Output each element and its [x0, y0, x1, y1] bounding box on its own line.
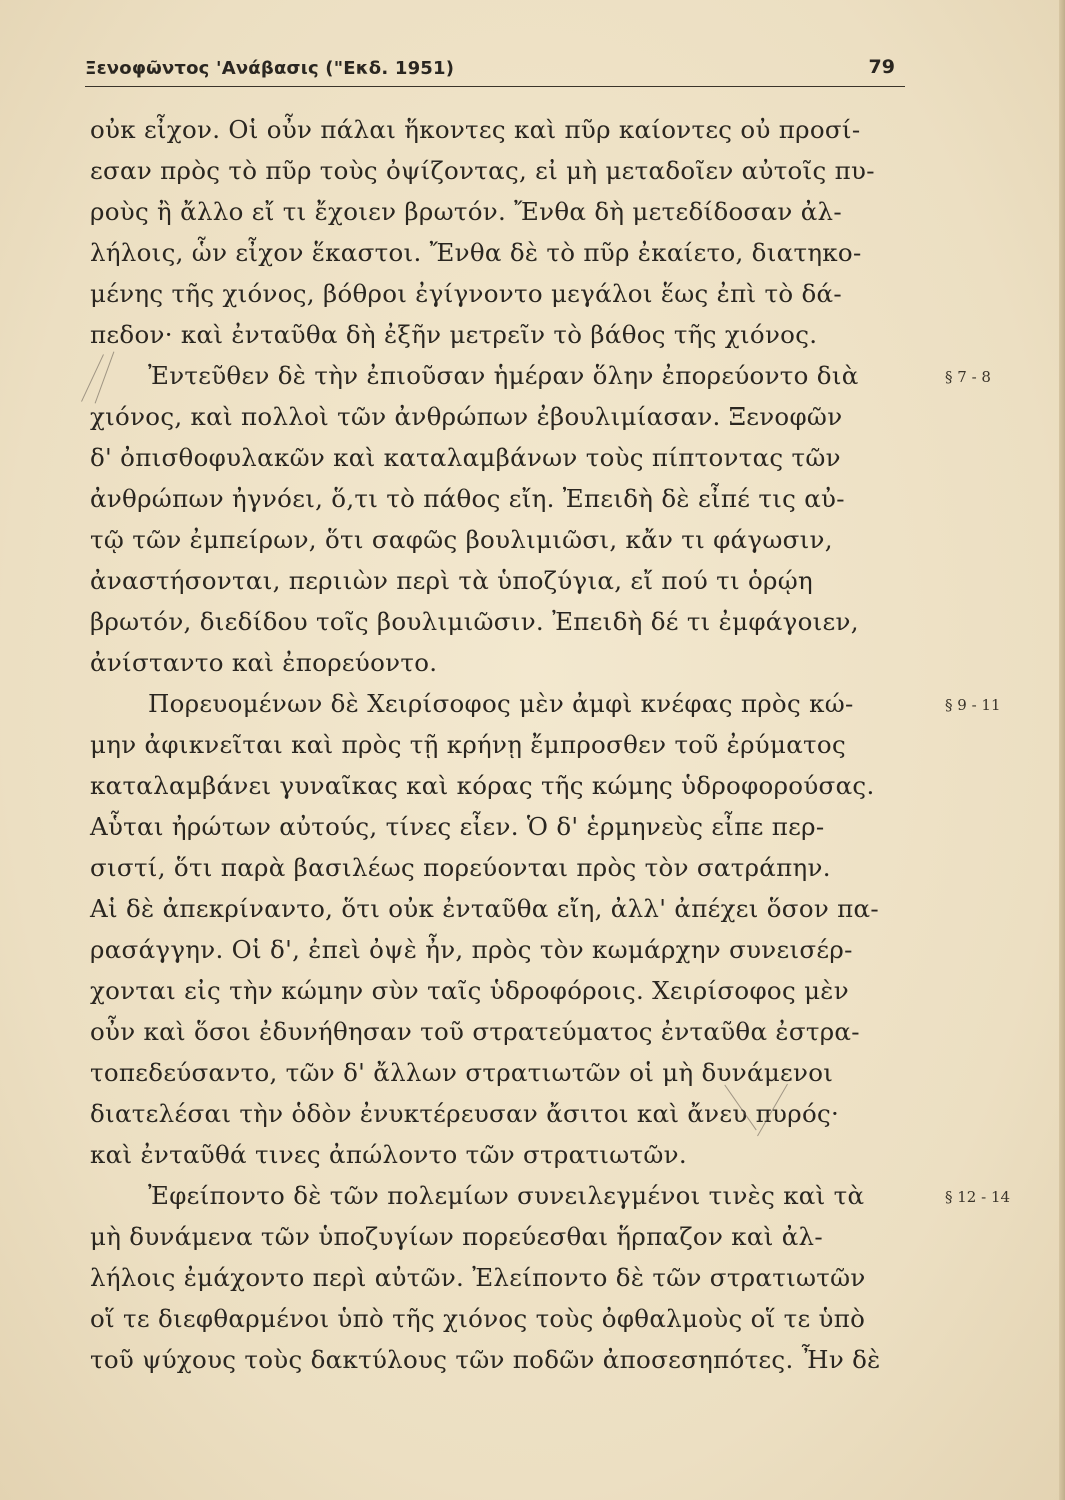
- running-head: Ξενοφῶντος 'Ανάβασις ("Εκδ. 1951): [85, 58, 455, 79]
- pencil-mark: [81, 354, 104, 402]
- page-edge: [1059, 0, 1065, 1500]
- text-line: δ' ὀπισθοφυλακῶν καὶ καταλαμβάνων τοὺς πίπτοντας τῶν: [90, 443, 841, 472]
- text-line: τοῦ ψύχους τοὺς δακτύλους τῶν ποδῶν ἀποσεσηπότες. Ἦν δὲ: [90, 1345, 881, 1374]
- text-line: μὴ δυνάμενα τῶν ὑποζυγίων πορεύεσθαι ἥρπαζον καὶ ἀλ-: [90, 1222, 823, 1251]
- text-line: μην ἀφικνεῖται καὶ πρὸς τῇ κρήνῃ ἔμπροσθεν τοῦ ἐρύματος: [90, 730, 846, 759]
- text-line: τοπεδεύσαντο, τῶν δ' ἄλλων στρατιωτῶν οἱ μὴ δυνάμενοι: [90, 1058, 834, 1087]
- text-line: διατελέσαι τὴν ὁδὸν ἐνυκτέρευσαν ἄσιτοι καὶ ἄνευ πυρός·: [90, 1099, 840, 1128]
- text-line: ἀναστήσονται, περιιὼν περὶ τὰ ὑποζύγια, εἴ πού τι ὁρῴη: [90, 566, 814, 595]
- text-line: λήλοις ἐμάχοντο περὶ αὐτῶν. Ἐλείποντο δὲ τῶν στρατιωτῶν: [90, 1263, 866, 1292]
- text-line: βρωτόν, διεδίδου τοῖς βουλιμιῶσιν. Ἐπειδὴ δέ τι ἐμφάγοιεν,: [90, 607, 859, 636]
- text-line: λήλοις, ὧν εἶχον ἕκαστοι. Ἔνθα δὲ τὸ πῦρ ἐκαίετο, διατηκο-: [90, 238, 862, 267]
- pencil-mark: [95, 351, 115, 403]
- text-line: πεδον· καὶ ἐνταῦθα δὴ ἐξῆν μετρεῖν τὸ βάθος τῆς χιόνος.: [90, 320, 818, 349]
- text-line: χονται εἰς τὴν κώμην σὺν ταῖς ὑδροφόροις. Χειρίσοφος μὲν: [90, 976, 849, 1005]
- text-line: Πορευομένων δὲ Χειρίσοφος μὲν ἀμφὶ κνέφας πρὸς κώ-: [148, 689, 854, 718]
- text-line: Αὗται ἠρώτων αὐτούς, τίνες εἶεν. Ὁ δ' ἑρμηνεὺς εἶπε περ-: [90, 812, 825, 841]
- text-line: Ἐφείποντο δὲ τῶν πολεμίων συνειλεγμένοι τινὲς καὶ τὰ: [148, 1181, 865, 1210]
- text-line: καὶ ἐνταῦθά τινες ἀπώλοντο τῶν στρατιωτῶν.: [90, 1140, 687, 1169]
- margin-section-note: § 9 - 11: [945, 696, 1001, 714]
- text-line: ἀνίσταντο καὶ ἐπορεύοντο.: [90, 648, 438, 677]
- margin-section-note: § 7 - 8: [945, 368, 991, 386]
- text-line: χιόνος, καὶ πολλοὶ τῶν ἀνθρώπων ἐβουλιμίασαν. Ξενοφῶν: [90, 402, 843, 431]
- text-line: Ἐντεῦθεν δὲ τὴν ἐπιοῦσαν ἡμέραν ὅλην ἐπορεύοντο διὰ: [148, 361, 859, 390]
- text-line: εσαν πρὸς τὸ πῦρ τοὺς ὀψίζοντας, εἰ μὴ μεταδοῖεν αὐτοῖς πυ-: [90, 156, 875, 185]
- text-line: τῷ τῶν ἐμπείρων, ὅτι σαφῶς βουλιμιῶσι, κἄν τι φάγωσιν,: [90, 525, 833, 554]
- text-line: ἀνθρώπων ἠγνόει, ὅ,τι τὸ πάθος εἴη. Ἐπειδὴ δὲ εἶπέ τις αὐ-: [90, 484, 845, 513]
- text-line: ρασάγγην. Οἱ δ', ἐπεὶ ὀψὲ ἦν, πρὸς τὸν κωμάρχην συνεισέρ-: [90, 935, 853, 964]
- text-line: οὖν καὶ ὅσοι ἐδυνήθησαν τοῦ στρατεύματος ἐνταῦθα ἐστρα-: [90, 1017, 860, 1046]
- text-line: οὐκ εἶχον. Οἱ οὖν πάλαι ἥκοντες καὶ πῦρ καίοντες οὐ προσί-: [90, 115, 861, 144]
- text-line: καταλαμβάνει γυναῖκας καὶ κόρας τῆς κώμης ὑδροφορούσας.: [90, 771, 875, 800]
- text-line: οἵ τε διεφθαρμένοι ὑπὸ τῆς χιόνος τοὺς ὀφθαλμοὺς οἵ τε ὑπὸ: [90, 1304, 866, 1333]
- text-line: Αἱ δὲ ἀπεκρίναντο, ὅτι οὐκ ἐνταῦθα εἴη, ἀλλ' ἀπέχει ὅσον πα-: [90, 894, 879, 923]
- page-number: 79: [868, 56, 895, 78]
- margin-section-note: § 12 - 14: [945, 1188, 1011, 1206]
- text-line: σιστί, ὅτι παρὰ βασιλέως πορεύονται πρὸς τὸν σατράπην.: [90, 853, 831, 882]
- page-header: [85, 56, 905, 87]
- text-line: ροὺς ἢ ἄλλο εἴ τι ἔχοιεν βρωτόν. Ἔνθα δὴ μετεδίδοσαν ἀλ-: [90, 197, 842, 226]
- text-line: μένης τῆς χιόνος, βόθροι ἐγίγνοντο μεγάλοι ἕως ἐπὶ τὸ δά-: [90, 279, 842, 308]
